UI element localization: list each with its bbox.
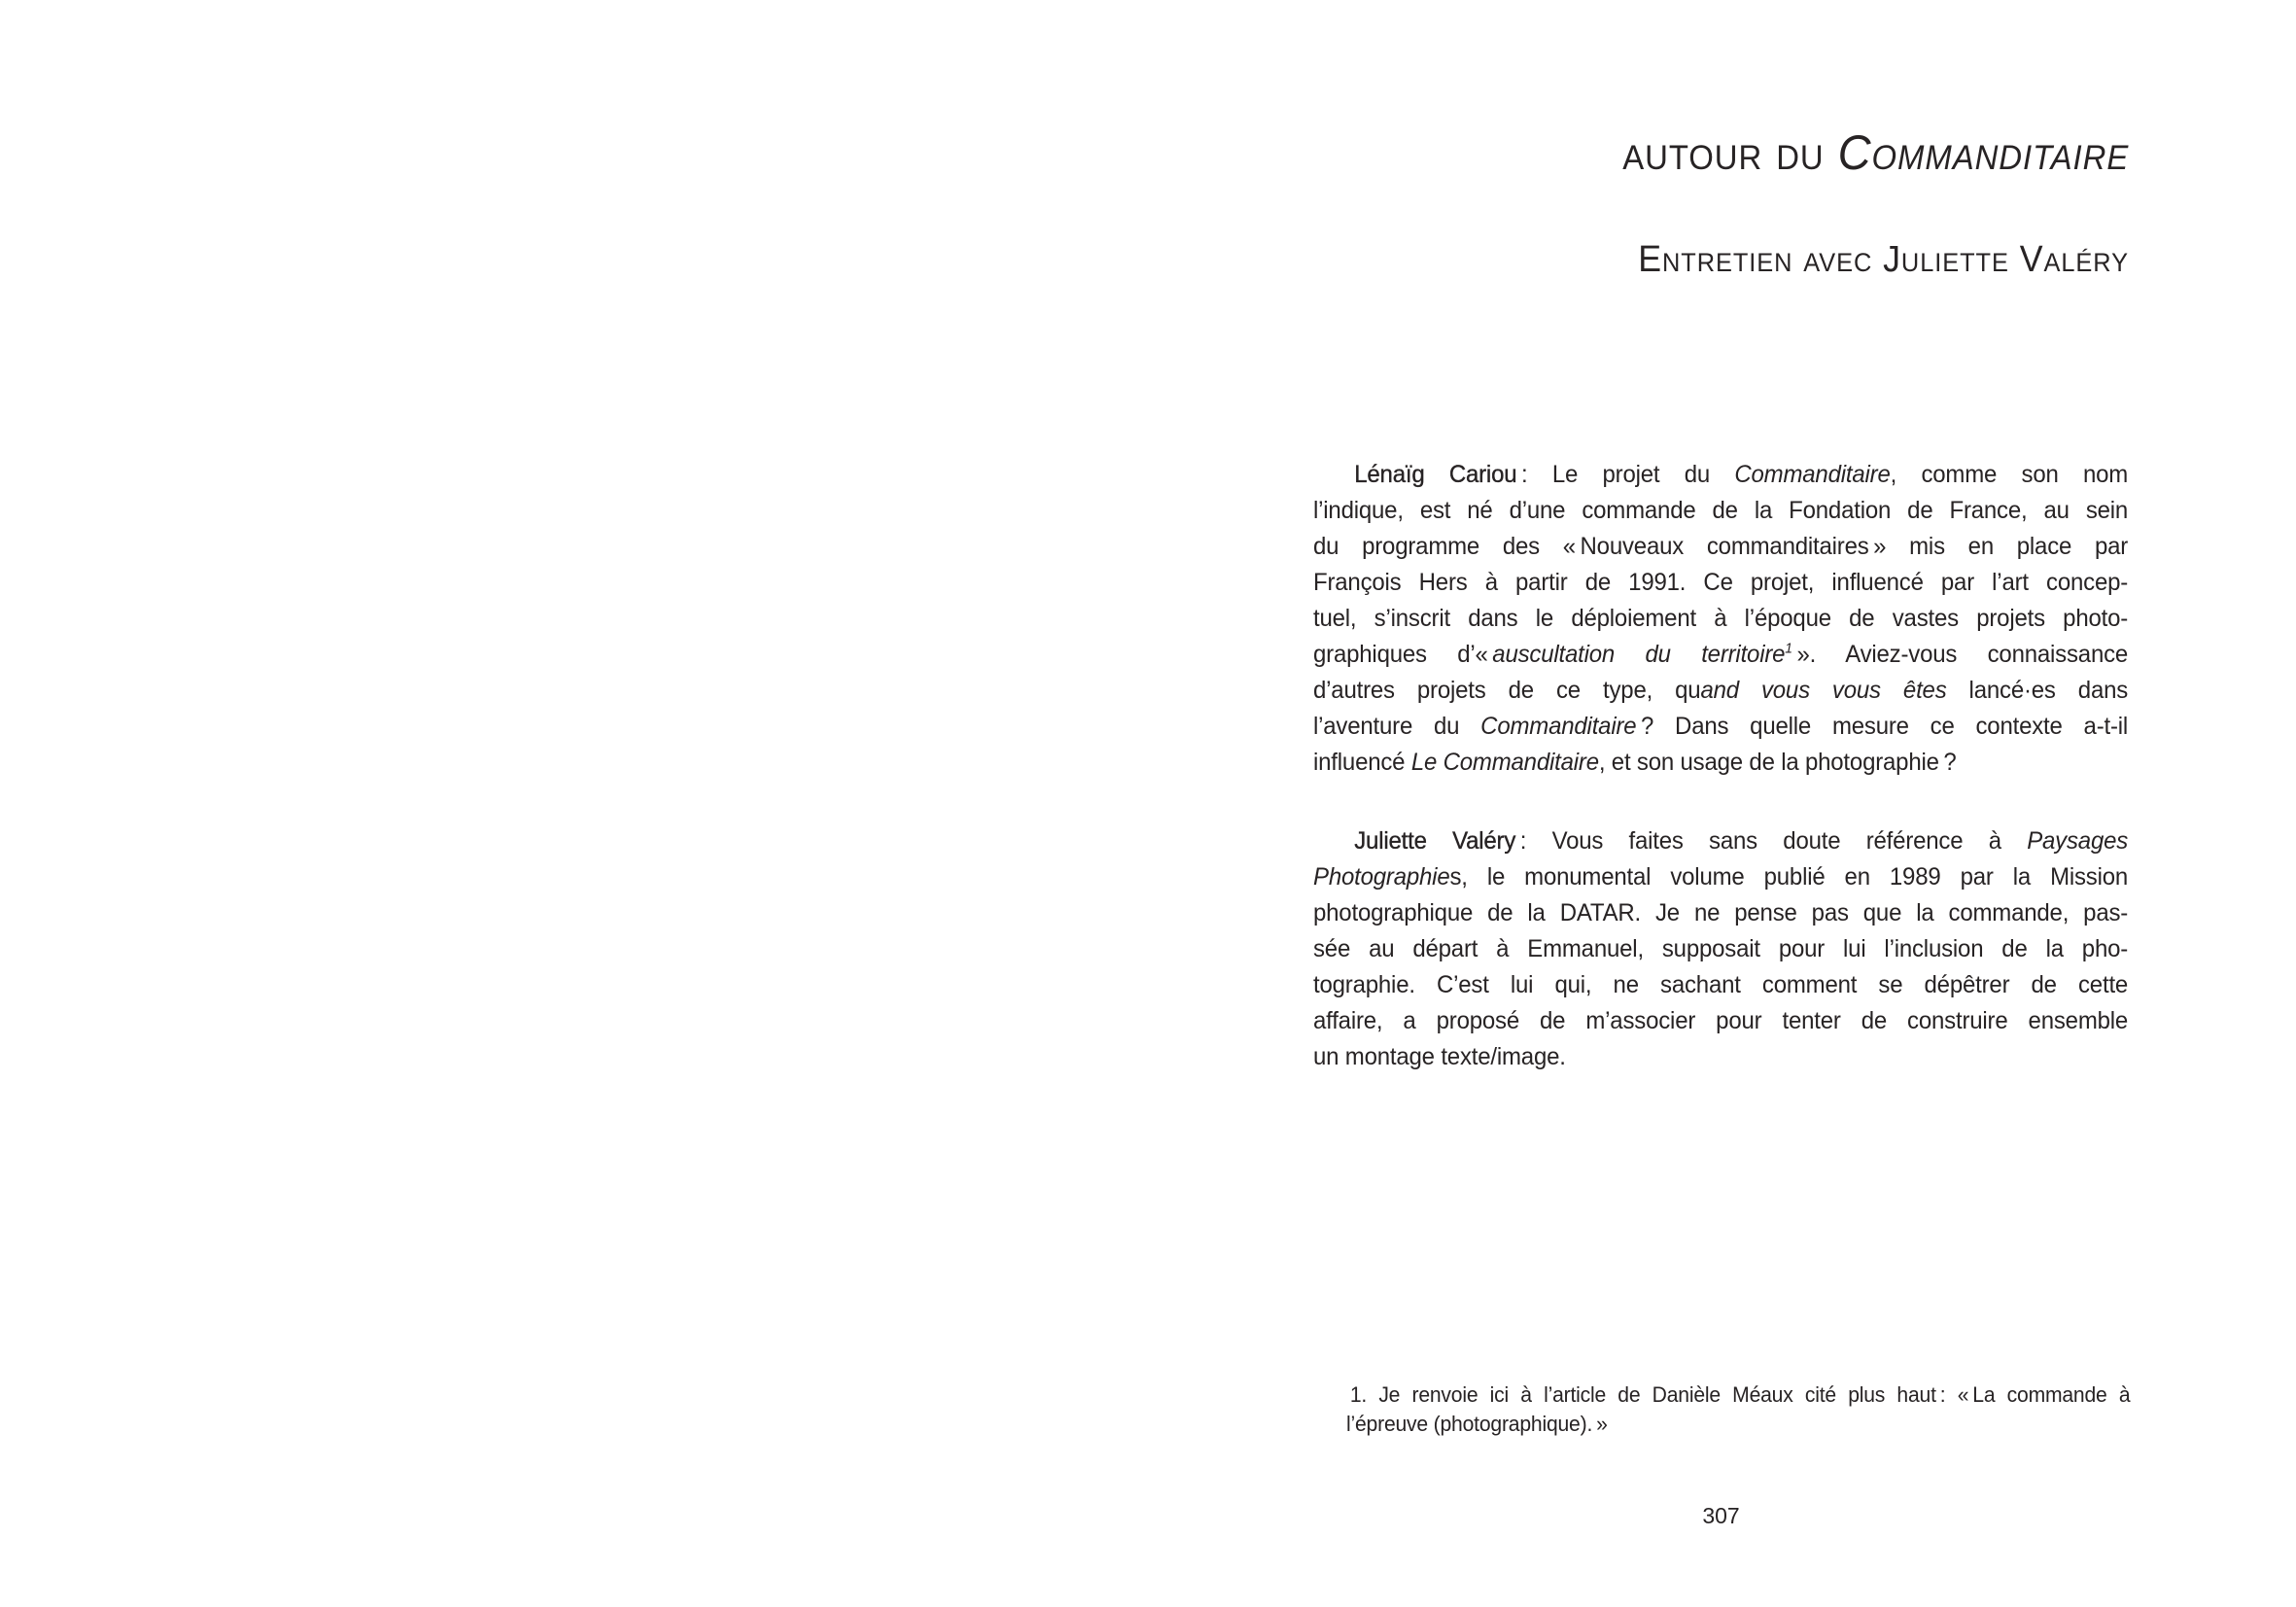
text-line bbox=[1313, 967, 2128, 1003]
text-segment: : Le projet du bbox=[1516, 461, 1735, 488]
text-segment: tuel, s’inscrit dans le déploiement à l’époque de vastes projets photo- bbox=[1313, 605, 2129, 632]
text-line bbox=[1313, 565, 2128, 601]
text-segment: , et son usage de la photographie ? bbox=[1598, 749, 1957, 776]
text-segment: ? Dans quelle mesure ce contexte a-t-il bbox=[1636, 713, 2129, 740]
text-line bbox=[1313, 601, 2128, 637]
text-segment: Commanditaire bbox=[1734, 461, 1891, 488]
text-segment: l’aventure du bbox=[1313, 713, 1481, 740]
text-segment: s, le monumental volume publié en 1989 par la Mission bbox=[1449, 863, 2129, 891]
text-line bbox=[1313, 637, 2128, 673]
text-segment: auscultation du territoire bbox=[1492, 641, 1786, 668]
text-segment: l’épreuve (photographique). » bbox=[1346, 1412, 1608, 1436]
footnote bbox=[1346, 1380, 2130, 1439]
text-segment: : Vous faites sans doute référence à bbox=[1515, 827, 2028, 855]
text-segment: 1. Je renvoie ici à l’article de Danièle Méaux cité plus haut : « La commande à bbox=[1349, 1382, 2131, 1407]
text-line bbox=[1313, 529, 2128, 565]
text-line bbox=[1313, 931, 2128, 967]
text-segment: influencé bbox=[1313, 749, 1411, 776]
text-segment: un montage texte/image. bbox=[1313, 1043, 1566, 1070]
text-segment: du programme des « Nouveaux commanditaires » mis en place par bbox=[1313, 533, 2129, 560]
text-segment: Le Commanditaire bbox=[1410, 749, 1599, 776]
text-line bbox=[1313, 1039, 2128, 1075]
text-segment: affaire, a proposé de m’associer pour tenter de construire ensemble bbox=[1313, 1007, 2129, 1034]
page-title bbox=[1622, 124, 2129, 181]
text-line bbox=[1313, 1003, 2128, 1039]
interview-body bbox=[1313, 457, 2128, 1075]
text-segment: tographie. C’est lui qui, ne sachant comment se dépêtrer de cette bbox=[1313, 971, 2129, 998]
page-number: 307 bbox=[1702, 1503, 1740, 1528]
text-line bbox=[1313, 493, 2128, 529]
text-line bbox=[1313, 823, 2128, 859]
text-line bbox=[1313, 895, 2128, 931]
text-segment: lancé·es dans bbox=[1946, 677, 2129, 704]
text-segment: , comme son nom bbox=[1890, 461, 2129, 488]
text-segment: d’autres projets de ce type, qu bbox=[1313, 677, 1701, 704]
text-segment: photographique de la DATAR. Je ne pense pas que la commande, pas- bbox=[1313, 899, 2129, 926]
text-segment: sée au départ à Emmanuel, supposait pour lui l’inclusion de la pho- bbox=[1313, 935, 2129, 962]
speaker-name: Juliette Valéry bbox=[1354, 827, 1516, 855]
page-title-prefix: autour du bbox=[1622, 125, 1838, 180]
interview-paragraph bbox=[1313, 457, 2128, 781]
footnote-reference-mark: 1 bbox=[1785, 641, 1792, 657]
text-segment: ». Aviez-vous connaissance bbox=[1792, 641, 2129, 668]
text-segment: Paysages bbox=[2027, 827, 2129, 855]
text-segment: graphiques d’« bbox=[1313, 641, 1493, 668]
speaker-name: Lénaïg Cariou bbox=[1354, 461, 1517, 488]
text-line bbox=[1313, 709, 2128, 745]
text-segment: Photographie bbox=[1313, 863, 1450, 891]
page-title-emphasis: Commanditaire bbox=[1837, 125, 2129, 180]
footnote-line bbox=[1346, 1380, 2130, 1410]
text-line bbox=[1313, 859, 2128, 895]
text-line bbox=[1313, 745, 2128, 781]
interview-paragraph bbox=[1313, 823, 2128, 1075]
page-subtitle: Entretien avec Juliette Valéry bbox=[1638, 239, 2129, 280]
text-segment: l’indique, est né d’une commande de la Fondation de France, au sein bbox=[1313, 497, 2129, 524]
text-line bbox=[1313, 673, 2128, 709]
text-line bbox=[1313, 457, 2128, 493]
footnote-line bbox=[1346, 1410, 2130, 1439]
text-segment: and vous vous êtes bbox=[1700, 677, 1947, 704]
text-segment: François Hers à partir de 1991. Ce projet, influencé par l’art concep- bbox=[1313, 569, 2129, 596]
text-segment: Commanditaire bbox=[1480, 713, 1637, 740]
